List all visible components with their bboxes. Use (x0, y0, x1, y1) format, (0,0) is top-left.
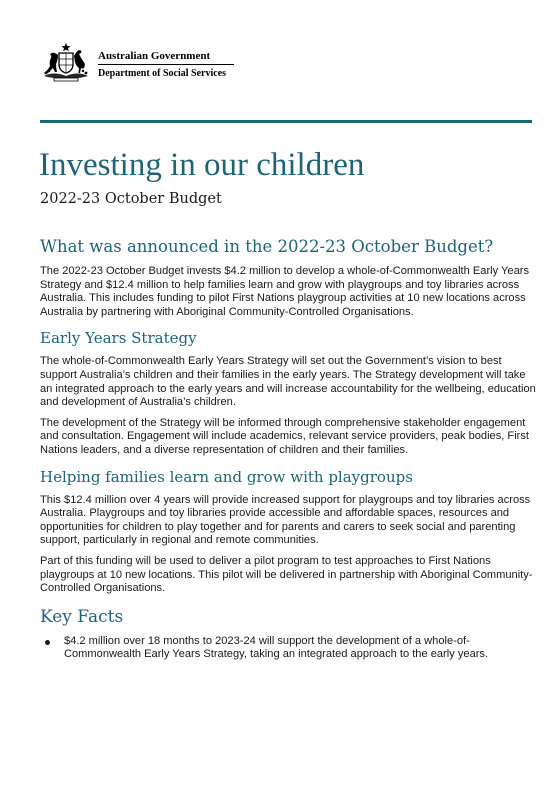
paragraph: The 2022-23 October Budget invests $4.2 million to develop a whole-of-Commonwealth Early Years Strategy and $12.4 million to help families learn and grow with playgroups and toy libraries across Australia. This includes funding to pilot First Nations playgroup activities at 10 new locations across Australia by partnering with Aboriginal Community-Controlled Organisations. (40, 265, 530, 318)
bullet-icon (45, 640, 50, 645)
list-item-text: $4.2 million over 18 months to 2023-24 will support the development of a whole-of-Commonwealth Early Years Strategy, taking an integrated approach to the early years. (64, 634, 489, 661)
header-divider (98, 64, 234, 65)
paragraph: This $12.4 million over 4 years will provide increased support for playgroups and toy libraries across Australia. Playgroups and toy libraries provide accessible and affordable spaces, resources and opportunities for children to play together and for parents and carers to seek social and parenting support, particularly in regional and remote communities. (40, 493, 531, 547)
paragraph: Part of this funding will be used to deliver a pilot program to test approaches to First Nations playgroups at 10 new locations. This pilot will be delivered in partnership with Aboriginal Community-Controlled Organisations. (40, 554, 533, 595)
section-key-facts (40, 606, 538, 662)
paragraph: The whole-of-Commonwealth Early Years Strategy will set out the Government’s vision to best support Australia’s children and their families in the early years. The Strategy development will take an integrated approach to the early years and will increase accountability for the wellbeing, education and development of Australia’s children. (40, 355, 536, 409)
coat-of-arms-icon (40, 42, 92, 82)
section-early-years-strategy (40, 328, 538, 457)
title-rule (40, 120, 532, 123)
list-item (40, 635, 538, 662)
section-playgroups (40, 467, 538, 596)
page-subtitle: 2022-23 October Budget (40, 191, 222, 207)
department-name: Department of Social Services (98, 68, 227, 79)
key-facts-list (40, 635, 538, 662)
document-body (40, 236, 538, 662)
government-name: Australian Government (98, 50, 211, 62)
page-title: Investing in our children (39, 147, 365, 183)
section-heading: Helping families learn and grow with playgroups (40, 467, 413, 486)
section-heading: Early Years Strategy (40, 329, 197, 348)
section-announced (40, 236, 538, 319)
section-heading: What was announced in the 2022-23 October Budget? (40, 237, 494, 256)
section-heading: Key Facts (40, 606, 124, 627)
paragraph: The development of the Strategy will be informed through comprehensive stakeholder engagement and consultation. Engagement will include academics, relevant service providers, peak bodies, First Nations leaders, and a diverse representation of children and their families. (40, 416, 529, 456)
